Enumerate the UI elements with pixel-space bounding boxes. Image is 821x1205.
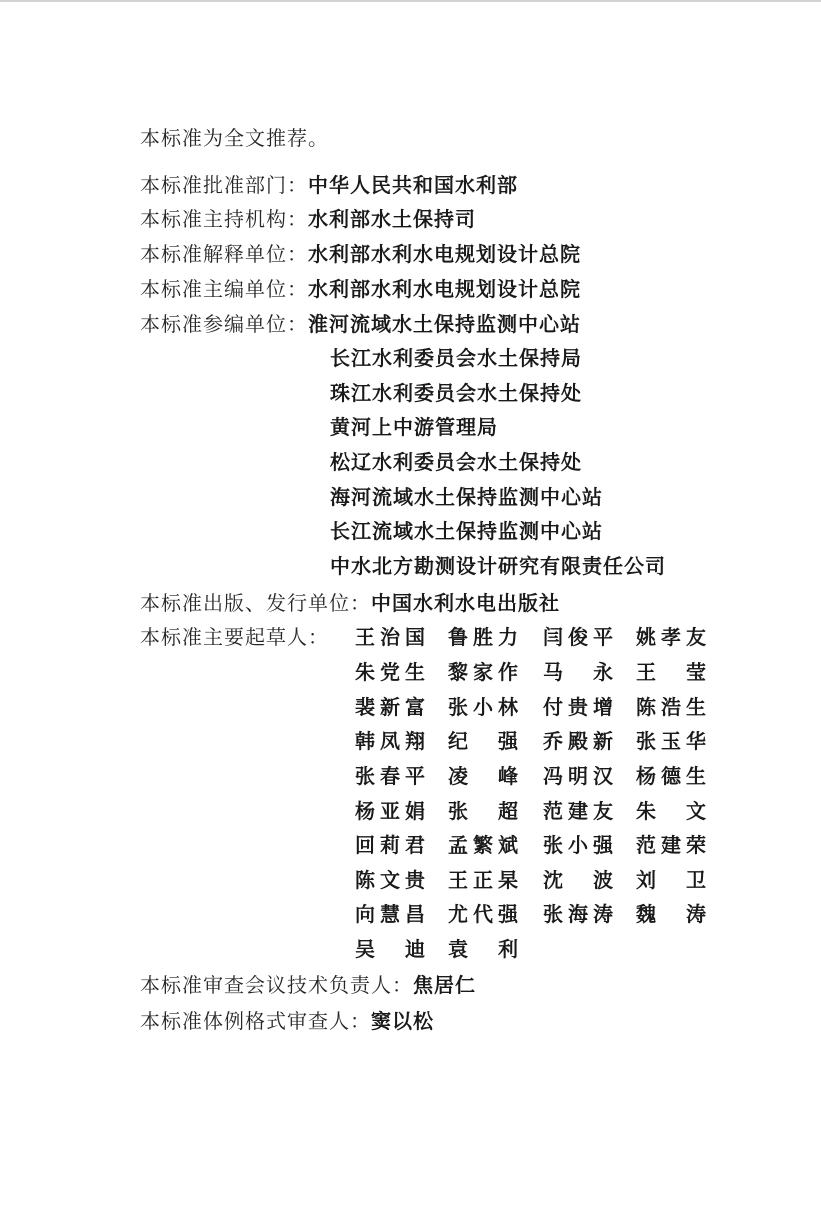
drafter-name-char: 王 [636, 660, 656, 684]
drafter-name-char: 凤 [380, 729, 400, 753]
participating-unit-item: 中水北方勘测设计研究有限责任公司 [330, 554, 666, 578]
drafter-name-char: 文 [380, 868, 400, 892]
drafter-name-char: 胜 [473, 625, 493, 649]
drafter-name-char: 王 [448, 868, 468, 892]
drafter-name-char: 韩 [355, 729, 375, 753]
drafter-name-char: 范 [636, 833, 656, 857]
participating-unit-row [140, 311, 581, 337]
participating-unit-value: 淮河流域水土保持监测中心站 [308, 312, 581, 336]
drafter-name [636, 624, 706, 650]
drafter-name-char: 回 [355, 833, 375, 857]
drafter-name [355, 867, 425, 893]
participating-unit-item: 黄河上中游管理局 [330, 415, 498, 439]
technical-reviewer-row [140, 972, 476, 998]
drafter-name [448, 624, 518, 650]
drafter-name-char: 范 [543, 799, 563, 823]
drafter-name-char: 力 [498, 625, 518, 649]
format-reviewer-value: 窦以松 [371, 1009, 434, 1033]
drafter-name-char: 君 [405, 833, 425, 857]
participating-unit-item: 海河流域水土保持监测中心站 [330, 485, 603, 509]
drafter-name-char: 莹 [686, 660, 706, 684]
drafter-name [355, 798, 425, 824]
drafter-name [448, 832, 518, 858]
drafter-name-char: 冯 [543, 764, 563, 788]
drafter-name-char: 生 [405, 660, 425, 684]
drafter-name-char: 平 [593, 625, 613, 649]
drafter-name [543, 694, 613, 720]
drafter-name-char: 张 [355, 764, 375, 788]
drafter-name-char: 友 [686, 625, 706, 649]
drafter-name-char: 生 [686, 764, 706, 788]
drafter-name-char: 繁 [473, 833, 493, 857]
drafter-name-char: 海 [568, 902, 588, 926]
drafter-name-char: 小 [473, 695, 493, 719]
technical-reviewer-value: 焦居仁 [413, 973, 476, 997]
approval-dept-value: 中华人民共和国水利部 [308, 173, 518, 197]
drafter-name [543, 728, 613, 754]
drafter-name [636, 901, 706, 927]
drafter-name-char: 翔 [405, 729, 425, 753]
drafter-name [448, 936, 518, 962]
drafter-name-char: 强 [498, 729, 518, 753]
drafter-name-char: 乔 [543, 729, 563, 753]
drafter-name [543, 624, 613, 650]
format-reviewer-row [140, 1008, 434, 1034]
drafter-name-char: 裴 [355, 695, 375, 719]
drafter-name-char: 朱 [355, 660, 375, 684]
drafter-name-char: 殿 [568, 729, 588, 753]
drafter-name-char: 华 [686, 729, 706, 753]
drafter-name-char: 凌 [448, 764, 468, 788]
drafter-name [355, 832, 425, 858]
drafter-name [543, 901, 613, 927]
approval-dept-label: 本标准批准部门： [140, 173, 308, 197]
drafter-name-char: 强 [593, 833, 613, 857]
drafter-name-char: 卫 [686, 868, 706, 892]
drafter-name [636, 798, 706, 824]
drafter-name-char: 孝 [661, 625, 681, 649]
drafter-name-char: 张 [543, 833, 563, 857]
drafters-label: 本标准主要起草人： [140, 625, 329, 649]
participating-unit-item: 长江流域水土保持监测中心站 [330, 519, 603, 543]
drafter-name [543, 798, 613, 824]
drafter-name-char: 峰 [498, 764, 518, 788]
participating-unit-label: 本标准参编单位： [140, 312, 308, 336]
drafter-name-char: 杲 [498, 868, 518, 892]
drafter-name [448, 659, 518, 685]
drafter-name [448, 728, 518, 754]
drafter-name [543, 763, 613, 789]
drafter-name-char: 荣 [686, 833, 706, 857]
drafter-name-char: 林 [498, 695, 518, 719]
drafter-name [543, 659, 613, 685]
drafter-name [636, 728, 706, 754]
drafter-name-char: 文 [686, 799, 706, 823]
drafter-name-char: 张 [543, 902, 563, 926]
drafter-name-char: 黎 [448, 660, 468, 684]
drafter-name-char: 治 [380, 625, 400, 649]
drafter-name-char: 姚 [636, 625, 656, 649]
interpretation-unit-label: 本标准解释单位： [140, 242, 308, 266]
drafter-name-char: 建 [661, 833, 681, 857]
drafter-name-char: 涛 [686, 902, 706, 926]
drafter-name-char: 莉 [380, 833, 400, 857]
drafter-name-char: 永 [593, 660, 613, 684]
drafter-name-char: 党 [380, 660, 400, 684]
drafter-name-char: 张 [448, 799, 468, 823]
drafter-name-char: 家 [473, 660, 493, 684]
drafter-name-char: 新 [593, 729, 613, 753]
drafter-name-char: 玉 [661, 729, 681, 753]
drafter-name-char: 马 [543, 660, 563, 684]
drafter-name-char: 浩 [661, 695, 681, 719]
drafter-name-char: 超 [498, 799, 518, 823]
technical-reviewer-label: 本标准审查会议技术负责人： [140, 973, 413, 997]
drafter-name-char: 强 [498, 902, 518, 926]
drafter-name [355, 763, 425, 789]
publisher-label: 本标准出版、发行单位： [140, 591, 371, 615]
drafter-name [636, 832, 706, 858]
drafter-name-char: 杨 [636, 764, 656, 788]
drafter-name-char: 娟 [405, 799, 425, 823]
drafter-name-char: 袁 [448, 937, 468, 961]
drafter-name [636, 763, 706, 789]
drafter-name-char: 春 [380, 764, 400, 788]
drafter-name [355, 901, 425, 927]
drafter-name-char: 斌 [498, 833, 518, 857]
drafter-name-char: 纪 [448, 729, 468, 753]
drafter-name-char: 陈 [355, 868, 375, 892]
drafter-name-char: 尤 [448, 902, 468, 926]
drafter-name-char: 慧 [380, 902, 400, 926]
drafter-name-char: 吴 [355, 937, 375, 961]
publisher-value: 中国水利水电出版社 [371, 591, 560, 615]
interpretation-unit-row [140, 241, 581, 267]
drafter-name-char: 张 [636, 729, 656, 753]
drafter-name-char: 平 [405, 764, 425, 788]
drafter-name-char: 富 [405, 695, 425, 719]
drafter-name-char: 魏 [636, 902, 656, 926]
drafter-name-char: 小 [568, 833, 588, 857]
interpretation-unit-value: 水利部水利水电规划设计总院 [308, 242, 581, 266]
drafter-name-char: 贵 [568, 695, 588, 719]
drafter-name-char: 付 [543, 695, 563, 719]
drafter-name-char: 闫 [543, 625, 563, 649]
participating-unit-item: 长江水利委员会水土保持局 [330, 346, 582, 370]
drafter-name-char: 明 [568, 764, 588, 788]
drafter-name-char: 国 [405, 625, 425, 649]
host-agency-label: 本标准主持机构： [140, 207, 308, 231]
chief-editor-unit-row [140, 276, 581, 302]
drafter-name-char: 王 [355, 625, 375, 649]
drafter-name [448, 901, 518, 927]
drafter-name-char: 增 [593, 695, 613, 719]
drafter-name-char: 陈 [636, 695, 656, 719]
drafter-name-char: 友 [593, 799, 613, 823]
drafter-name-char: 建 [568, 799, 588, 823]
publisher-row [140, 590, 560, 616]
drafter-name-char: 代 [473, 902, 493, 926]
drafter-name-char: 亚 [380, 799, 400, 823]
drafter-name [636, 867, 706, 893]
drafter-name-char: 俊 [568, 625, 588, 649]
drafter-name [543, 832, 613, 858]
drafter-name-char: 孟 [448, 833, 468, 857]
drafter-name [355, 624, 425, 650]
drafter-name-char: 鲁 [448, 625, 468, 649]
drafter-name-char: 生 [686, 695, 706, 719]
drafter-name [543, 867, 613, 893]
drafter-name [355, 694, 425, 720]
drafter-name [355, 728, 425, 754]
drafter-name-char: 刘 [636, 868, 656, 892]
drafter-name-char: 昌 [405, 902, 425, 926]
drafter-name [448, 694, 518, 720]
drafter-name-char: 正 [473, 868, 493, 892]
drafter-name-char: 迪 [405, 937, 425, 961]
approval-dept-row [140, 172, 518, 198]
drafter-name-char: 向 [355, 902, 375, 926]
drafter-name [448, 763, 518, 789]
host-agency-row [140, 206, 476, 232]
drafter-name-char: 杨 [355, 799, 375, 823]
participating-unit-item: 松辽水利委员会水土保持处 [330, 450, 582, 474]
drafter-name [636, 694, 706, 720]
drafter-name [448, 798, 518, 824]
format-reviewer-label: 本标准体例格式审查人： [140, 1009, 371, 1033]
chief-editor-unit-value: 水利部水利水电规划设计总院 [308, 277, 581, 301]
drafter-name-char: 波 [593, 868, 613, 892]
drafter-name [355, 659, 425, 685]
drafter-name-char: 利 [498, 937, 518, 961]
participating-unit-item: 珠江水利委员会水土保持处 [330, 381, 582, 405]
chief-editor-unit-label: 本标准主编单位： [140, 277, 308, 301]
drafter-name-char: 朱 [636, 799, 656, 823]
drafter-name-char: 张 [448, 695, 468, 719]
drafter-name-char: 新 [380, 695, 400, 719]
drafter-name [636, 659, 706, 685]
drafter-name-char: 作 [498, 660, 518, 684]
drafter-name-char: 沈 [543, 868, 563, 892]
drafter-name-char: 德 [661, 764, 681, 788]
drafter-name [355, 936, 425, 962]
drafter-name-char: 贵 [405, 868, 425, 892]
drafter-name [448, 867, 518, 893]
intro-text: 本标准为全文推荐。 [140, 126, 329, 150]
host-agency-value: 水利部水土保持司 [308, 207, 476, 231]
drafter-name-char: 涛 [593, 902, 613, 926]
drafter-name-char: 汉 [593, 764, 613, 788]
